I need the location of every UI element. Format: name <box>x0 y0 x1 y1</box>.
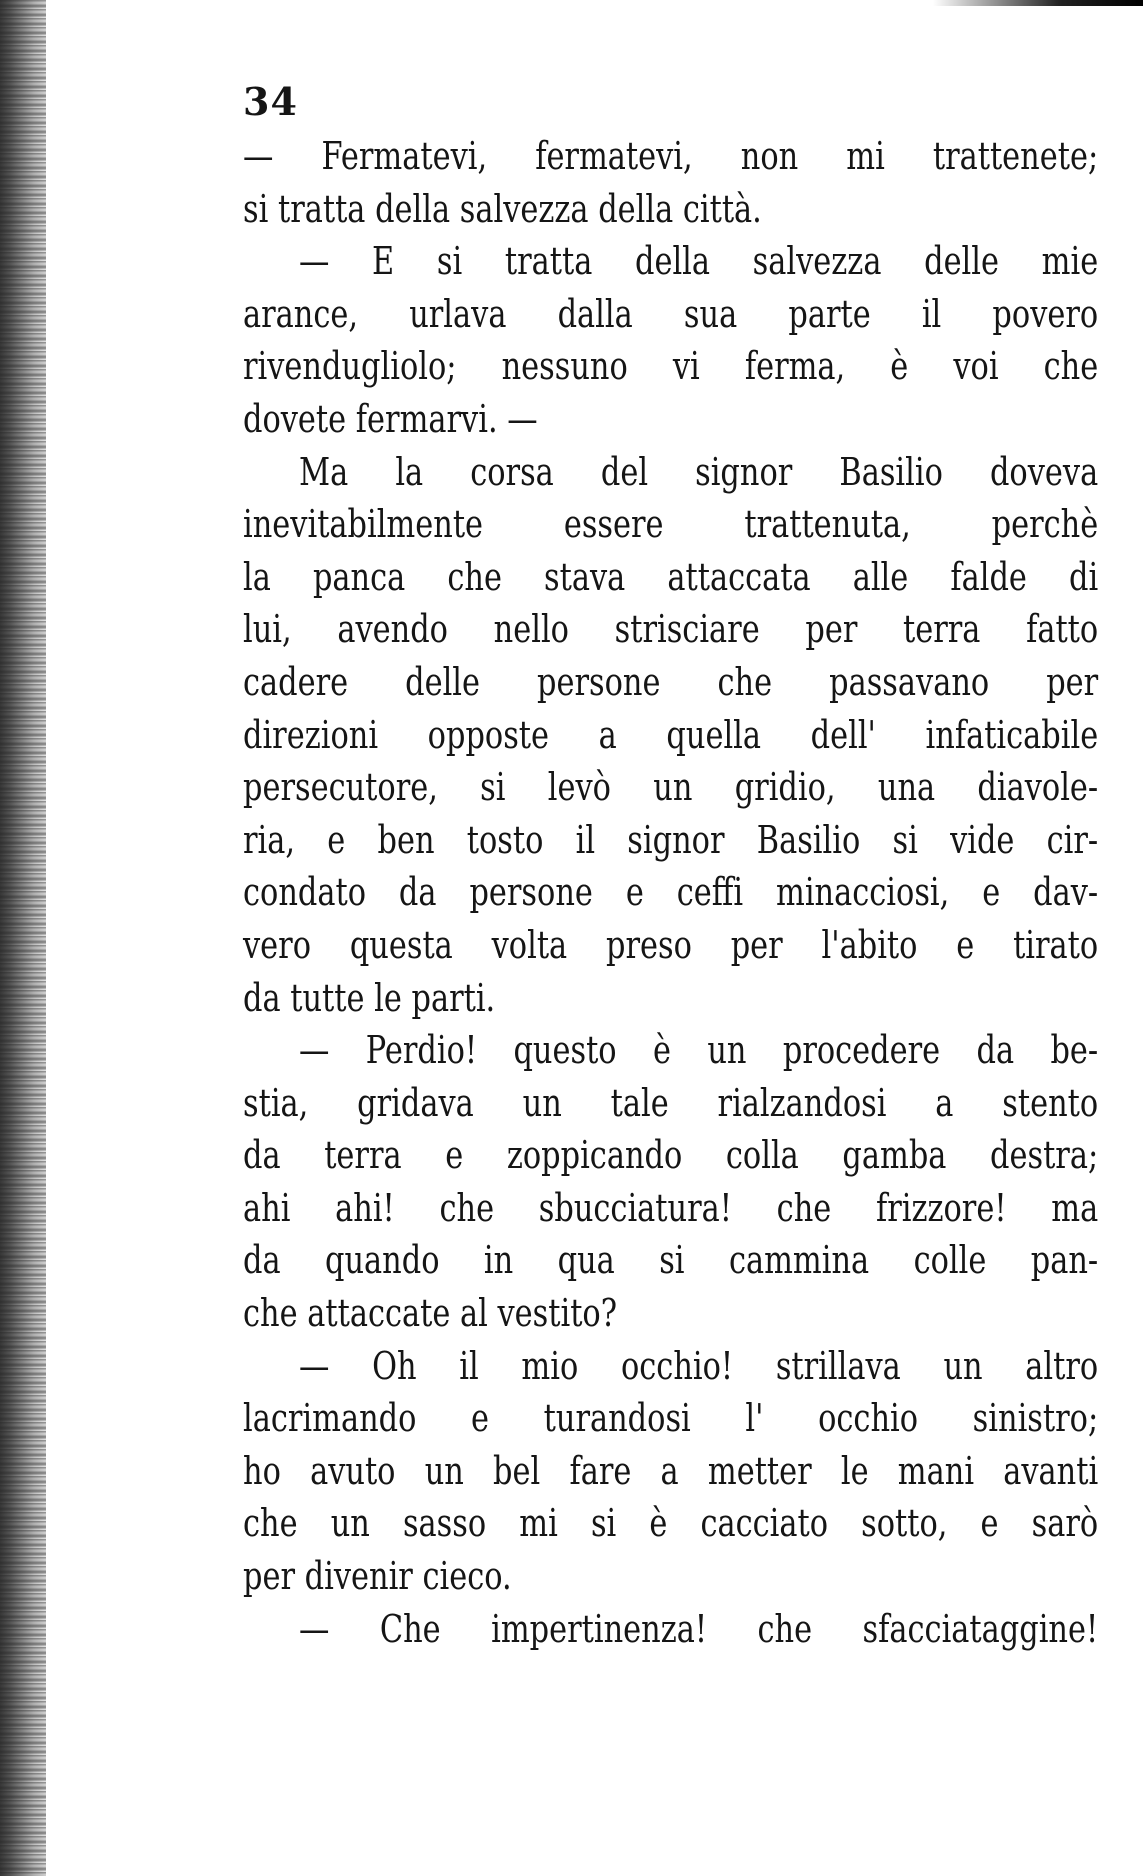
text-line: da tutte le parti. <box>243 975 496 1020</box>
text-line: da terra e zoppicando colla gamba destra; <box>243 1133 1099 1178</box>
text-line: che attaccate al vestito? <box>243 1291 618 1336</box>
text-line: inevitabilmente essere trattenuta, perchè <box>243 502 1099 547</box>
text-line: lui, avendo nello strisciare per terra fatto <box>243 607 1099 652</box>
text-line: persecutore, si levò un gridio, una diavole- <box>243 765 1099 810</box>
page-number: 34 <box>243 79 298 124</box>
text-line: — Fermatevi, fermatevi, non mi trattenete; <box>243 134 1099 178</box>
text-line: cadere delle persone che passavano per <box>243 659 1099 704</box>
text-line: condato da persone e ceffi minacciosi, e dav- <box>243 870 1099 915</box>
text-line: per divenir cieco. <box>243 1554 512 1599</box>
text-line: Ma la corsa del signor Basilio doveva <box>299 449 1099 494</box>
book-spine-shadow <box>0 0 46 1876</box>
text-line: rivendugliolo; nessuno vi ferma, è voi che <box>243 344 1099 389</box>
text-line: ahi ahi! che sbucciatura! che frizzore! ma <box>243 1185 1099 1230</box>
text-line: si tratta della salvezza della città. <box>243 186 762 231</box>
text-line: — Che impertinenza! che sfacciataggine! <box>299 1606 1099 1651</box>
text-line: lacrimando e turandosi l' occhio sinistro; <box>243 1396 1099 1441</box>
text-line: stia, gridava un tale rialzandosi a stento <box>243 1080 1099 1125</box>
text-line: la panca che stava attaccata alle falde di <box>243 554 1099 599</box>
scan-edge-mark <box>933 0 1143 6</box>
text-line: vero questa volta preso per l'abito e tirato <box>243 922 1099 967</box>
text-line: ho avuto un bel fare a metter le mani avanti <box>243 1448 1099 1493</box>
text-line: — Perdio! questo è un procedere da be- <box>299 1028 1099 1073</box>
text-line: — Oh il mio occhio! strillava un altro <box>299 1343 1099 1388</box>
text-line: dovete fermarvi. — <box>243 396 538 441</box>
text-line: direzioni opposte a quella dell' infaticabile <box>243 712 1099 757</box>
text-line: — E si tratta della salvezza delle mie <box>299 239 1099 284</box>
text-line: da quando in qua si cammina colle pan- <box>243 1238 1099 1283</box>
text-line: arance, urlava dalla sua parte il povero <box>243 291 1099 336</box>
body-text <box>243 130 1098 1655</box>
text-line: che un sasso mi si è cacciato sotto, e sarò <box>243 1501 1099 1546</box>
text-line: ria, e ben tosto il signor Basilio si vide cir- <box>243 817 1099 862</box>
